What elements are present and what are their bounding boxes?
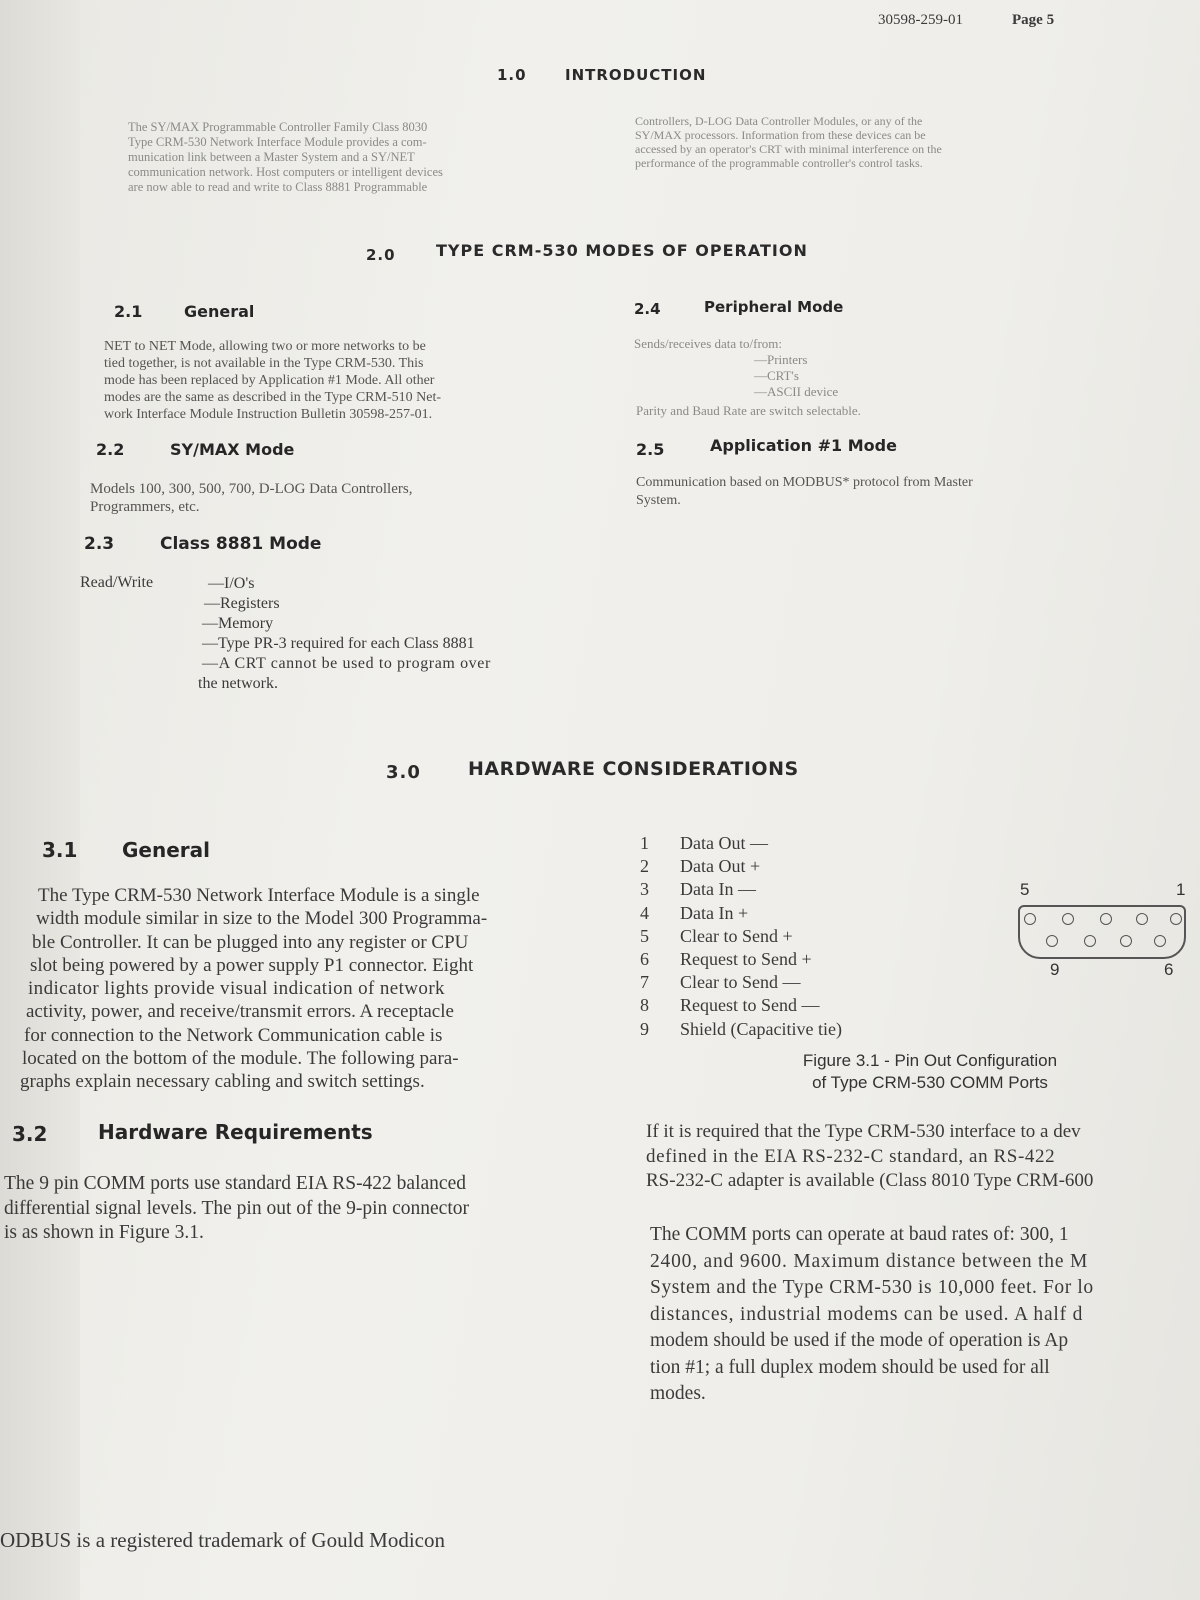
pin-row: [640, 1018, 842, 1041]
text-line: located on the bottom of the module. The following para-: [22, 1048, 459, 1070]
text-line: System and the Type CRM-530 is 10,000 feet. For lo: [650, 1277, 1094, 1298]
text-line: 2400, and 9600. Maximum distance between the M: [650, 1250, 1089, 1272]
pin-label: Shield (Capacitive tie): [680, 1018, 842, 1039]
text-line: The SY/MAX Programmable Controller Family Class 8030: [128, 120, 428, 134]
pin-row: [640, 948, 842, 971]
text-line: Controllers, D-LOG Data Controller Modules, or any of the: [635, 114, 923, 128]
db9-connector-icon: [1018, 905, 1186, 959]
pin-hole-icon: [1154, 935, 1166, 947]
pin-number: 2: [640, 856, 649, 877]
text-line: tion #1; a full duplex modem should be used for all: [650, 1356, 1050, 1378]
text-line: If it is required that the Type CRM-530 interface to a dev: [646, 1121, 1081, 1142]
text-line: work Interface Module Instruction Bulletin 30598-257-01.: [104, 407, 433, 422]
section-title-peripheral-mode: Peripheral Mode: [704, 298, 844, 316]
pin-row: [640, 878, 842, 901]
list-item: the network.: [198, 675, 278, 692]
section-number-3-0: 3.0: [386, 762, 421, 783]
pin-number: 7: [640, 972, 649, 993]
caption-line: of Type CRM-530 COMM Ports: [812, 1073, 1048, 1092]
section-title-hardware-requirements: Hardware Requirements: [98, 1120, 373, 1144]
pin-number: 4: [640, 902, 649, 923]
trademark-footnote: ODBUS is a registered trademark of Gould Modicon: [0, 1528, 445, 1552]
pin-hole-icon: [1024, 913, 1036, 925]
list-item: —CRT's: [754, 368, 799, 383]
list-item: —Memory: [202, 615, 274, 632]
text-line: System.: [636, 493, 681, 508]
pin-hole-icon: [1046, 935, 1058, 947]
section-number-2-1: 2.1: [114, 302, 143, 321]
pin-hole-icon: [1084, 935, 1096, 947]
pin-hole-icon: [1120, 935, 1132, 947]
text-line: are now able to read and write to Class 8881 Programmable: [128, 180, 428, 194]
pin-label: Data Out —: [680, 833, 768, 853]
text-line: width module similar in size to the Model 300 Programma-: [36, 908, 488, 930]
text-line: SY/MAX processors. Information from these devices can be: [635, 128, 926, 142]
pin-row: [640, 832, 842, 855]
list-item: —Printers: [754, 352, 808, 367]
intro-right-paragraph: [635, 114, 1095, 170]
pin-label: Clear to Send +: [680, 925, 793, 946]
text-line: indicator lights provide visual indication of network: [28, 978, 445, 1000]
text-line: RS-232-C adapter is available (Class 8010 Type CRM-600: [646, 1170, 1094, 1191]
section-title-symax-mode: SY/MAX Mode: [170, 440, 295, 459]
peripheral-parity-note: Parity and Baud Rate are switch selectable.: [636, 403, 861, 418]
text-line: tied together, is not available in the Type CRM-530. This: [104, 356, 424, 371]
pin-hole-icon: [1062, 913, 1074, 925]
text-line: modes.: [650, 1383, 706, 1404]
adapter-paragraph: [646, 1120, 1200, 1194]
text-line: graphs explain necessary cabling and switch settings.: [20, 1071, 425, 1093]
text-line: The COMM ports can operate at baud rates of: 300, 1: [650, 1224, 1069, 1245]
text-line: modem should be used if the mode of operation is Ap: [650, 1330, 1069, 1351]
text-line: ble Controller. It can be plugged into any register or CPU: [32, 931, 469, 953]
section-number-2-2: 2.2: [96, 440, 125, 459]
read-write-label: Read/Write: [80, 574, 154, 591]
section-number-2-0: 2.0: [366, 246, 396, 264]
pin-list: [640, 832, 842, 1041]
section-title-hardware: HARDWARE CONSIDERATIONS: [468, 758, 799, 780]
baud-rate-paragraph: [650, 1222, 1200, 1408]
section-number-2-5: 2.5: [636, 440, 665, 459]
pin-label: Request to Send +: [680, 949, 812, 970]
application-mode-paragraph: [636, 474, 1156, 510]
connector-label-1: 1: [1176, 880, 1186, 899]
pin-number: 1: [640, 833, 649, 853]
pin-row: [640, 925, 842, 948]
pin-number: 8: [640, 995, 649, 1016]
text-line: defined in the EIA RS-232-C standard, an RS-422: [646, 1145, 1056, 1167]
text-line: communication network. Host computers or intelligent devices: [128, 165, 443, 179]
section-title-class-8881-mode: Class 8881 Mode: [160, 534, 322, 554]
text-line: Programmers, etc.: [90, 499, 200, 515]
binding-margin: [0, 0, 80, 1600]
text-line: mode has been replaced by Application #1 Mode. All other: [104, 373, 435, 388]
text-line: The 9 pin COMM ports use standard EIA RS-422 balanced: [4, 1173, 466, 1194]
pin-hole-icon: [1100, 913, 1112, 925]
pin-row: [640, 902, 842, 925]
pin-row: [640, 971, 842, 994]
text-line: slot being powered by a power supply P1 connector. Eight: [30, 954, 474, 976]
text-line: NET to NET Mode, allowing two or more networks to be: [104, 339, 426, 354]
pin-row: [640, 855, 842, 878]
text-line: modes are the same as described in the Type CRM-510 Net-: [104, 390, 442, 405]
text-line: distances, industrial modems can be used. A half d: [650, 1303, 1084, 1325]
list-item: —Type PR-3 required for each Class 8881: [202, 635, 475, 652]
pin-number: 3: [640, 879, 649, 900]
list-item: —Registers: [204, 595, 280, 612]
pin-row: [640, 994, 842, 1017]
section-title-introduction: INTRODUCTION: [565, 66, 707, 84]
general-2-1-paragraph: [104, 338, 604, 423]
pin-label: Data In —: [680, 879, 756, 900]
text-line: Models 100, 300, 500, 700, D-LOG Data Controllers,: [90, 481, 413, 497]
text-line: differential signal levels. The pin out of the 9-pin connector: [4, 1197, 469, 1219]
peripheral-list: [754, 352, 838, 400]
section-number-2-3: 2.3: [84, 534, 115, 554]
peripheral-intro: Sends/receives data to/from:: [634, 336, 783, 351]
pin-label: Clear to Send —: [680, 972, 801, 993]
class-8881-list: [198, 574, 618, 694]
hardware-requirements-paragraph: [4, 1172, 604, 1246]
list-item: —I/O's: [208, 575, 255, 592]
pin-hole-icon: [1170, 913, 1182, 925]
figure-caption: [760, 1050, 1100, 1094]
section-number-1-0: 1.0: [497, 66, 527, 84]
text-line: performance of the programmable controller's control tasks.: [635, 156, 923, 170]
section-number-3-2: 3.2: [12, 1122, 48, 1146]
connector-label-6: 6: [1164, 960, 1174, 979]
pin-hole-icon: [1136, 913, 1148, 925]
caption-line: Figure 3.1 - Pin Out Configuration: [802, 1051, 1058, 1070]
section-title-general-2-1: General: [184, 302, 255, 321]
pin-label: Request to Send —: [680, 995, 820, 1016]
section-title-general-3-1: General: [122, 838, 210, 862]
section-number-3-1: 3.1: [42, 838, 78, 862]
intro-left-paragraph: [128, 120, 598, 195]
text-line: Communication based on MODBUS* protocol from Master: [636, 475, 973, 490]
page-number: Page 5: [1012, 12, 1055, 28]
pin-number: 9: [640, 1018, 649, 1039]
section-number-2-4: 2.4: [634, 300, 661, 318]
text-line: Type CRM-530 Network Interface Module provides a com-: [128, 135, 427, 149]
section-title-modes: TYPE CRM-530 MODES OF OPERATION: [436, 241, 808, 260]
general-3-1-paragraph: [20, 884, 600, 1094]
pin-label: Data Out +: [680, 856, 761, 877]
section-title-application-mode: Application #1 Mode: [710, 436, 897, 455]
pin-number: 5: [640, 925, 649, 946]
text-line: munication link between a Master System and a SY/NET: [128, 150, 415, 164]
text-line: is as shown in Figure 3.1.: [4, 1222, 204, 1243]
pin-number: 6: [640, 949, 649, 970]
symax-mode-paragraph: [90, 480, 610, 516]
text-line: activity, power, and receive/transmit errors. A receptacle: [26, 1001, 454, 1023]
connector-label-9: 9: [1050, 960, 1060, 979]
pin-label: Data In +: [680, 902, 749, 923]
text-line: accessed by an operator's CRT with minimal interference on the: [635, 142, 942, 156]
list-item: —A CRT cannot be used to program over: [202, 655, 491, 672]
text-line: The Type CRM-530 Network Interface Module is a single: [38, 885, 480, 906]
doc-number: 30598-259-01: [878, 12, 963, 28]
connector-label-5: 5: [1020, 880, 1030, 899]
text-line: for connection to the Network Communication cable is: [24, 1024, 443, 1046]
list-item: —ASCII device: [754, 384, 839, 399]
